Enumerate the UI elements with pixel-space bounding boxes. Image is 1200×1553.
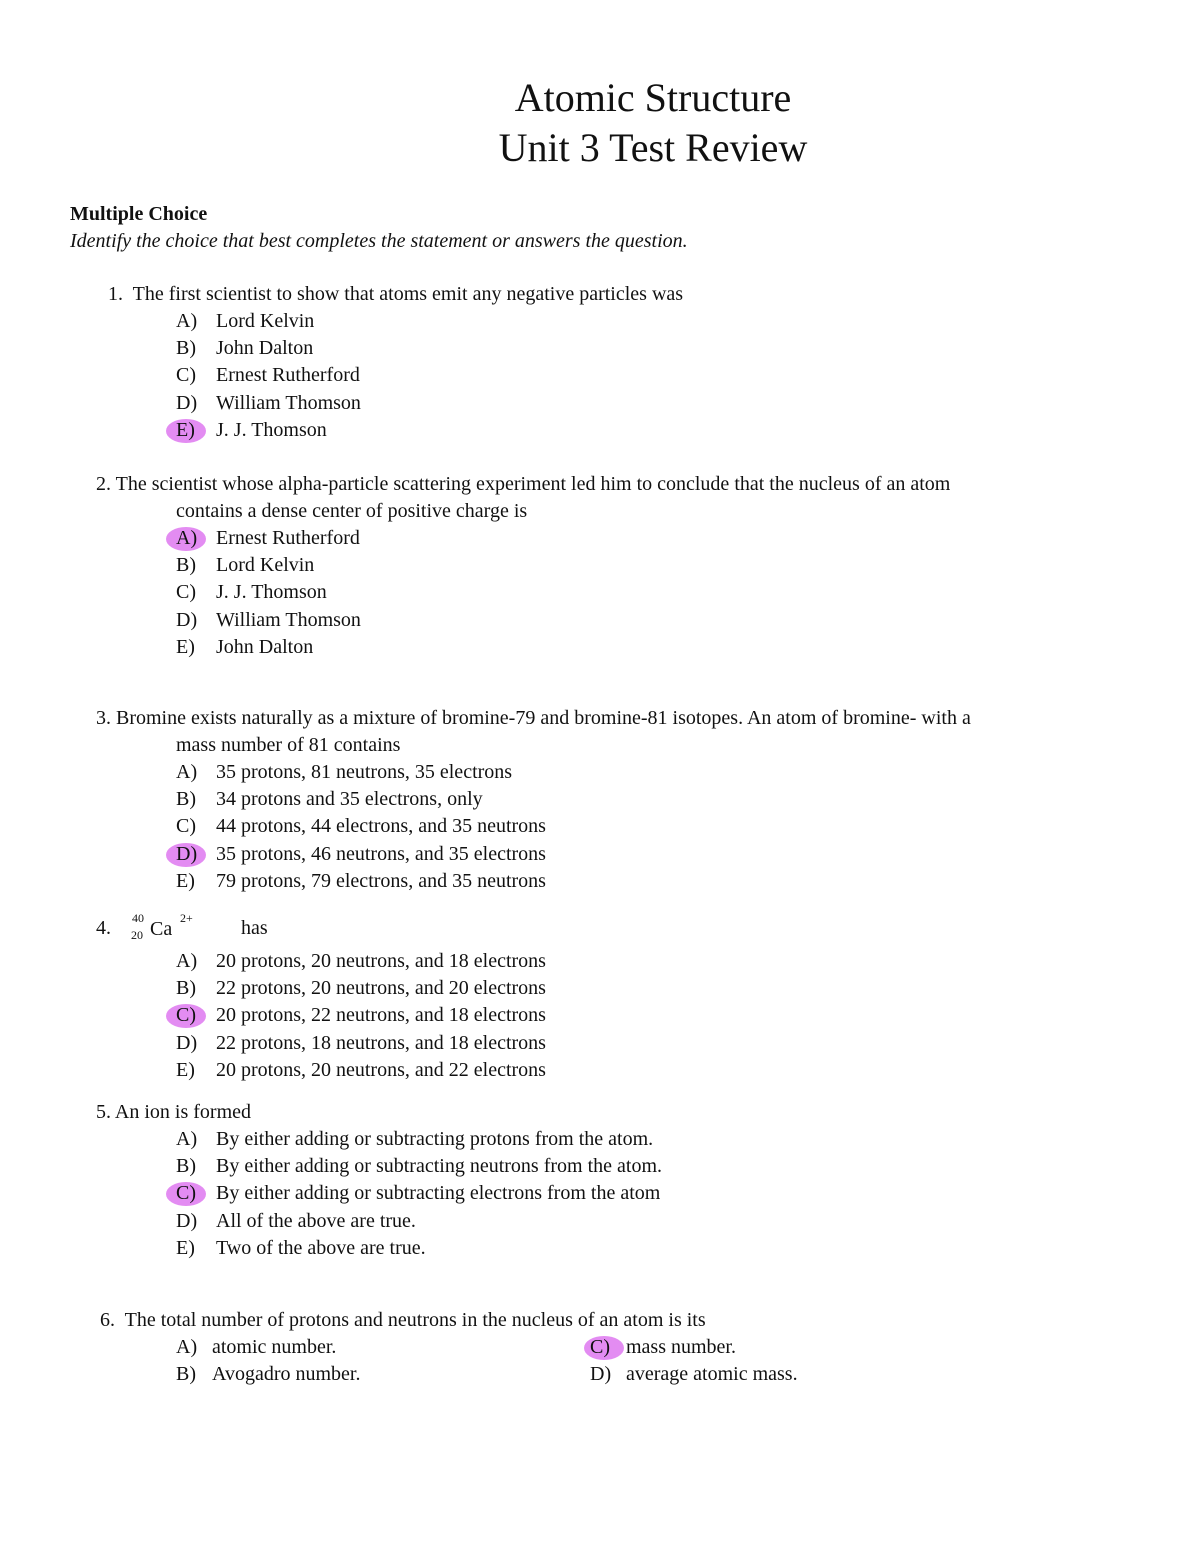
option-c[interactable] [590,1334,798,1361]
option-c[interactable] [176,579,361,606]
option-text: 79 protons, 79 electrons, and 35 neutrons [216,869,546,892]
option-letter: C) [176,1180,216,1207]
option-letter: A) [176,1336,198,1358]
element-symbol: Ca [150,918,173,940]
option-text: Lord Kelvin [216,554,315,577]
option-letter: A) [176,310,198,332]
option-e[interactable] [176,1235,662,1262]
option-e[interactable] [176,868,546,895]
question-5 [96,1099,251,1126]
ion-charge: 2+ [180,911,193,925]
option-letter: D) [176,1031,198,1054]
option-letter: D) [176,1209,198,1232]
option-c[interactable] [176,813,546,840]
option-text: 22 protons, 18 neutrons, and 18 electrons [216,1031,546,1054]
question-1-options [176,308,361,444]
option-b[interactable] [176,975,546,1002]
option-text: 22 protons, 20 neutrons, and 20 electrons [216,977,546,1000]
question-number: 2. [96,473,111,495]
question-number: 3. [96,707,111,729]
option-e[interactable] [176,417,361,444]
option-text: Lord Kelvin [216,310,315,332]
option-c[interactable] [176,1180,662,1207]
option-b[interactable] [176,1361,361,1388]
option-d[interactable] [590,1361,798,1388]
option-letter: D) [176,608,198,631]
option-text: William Thomson [216,391,361,414]
mass-number: 40 [132,911,144,925]
option-letter: D) [590,1363,612,1386]
question-stem-continued: contains a dense center of positive charge is [176,500,528,522]
question-stem: The total number of protons and neutrons in the nucleus of an atom is its [124,1309,706,1331]
option-b[interactable] [176,335,361,362]
question-stem: The scientist whose alpha-particle scattering experiment led him to conclude that the nucleus of an atom [115,473,951,495]
question-1 [108,281,683,308]
option-b[interactable] [176,1153,662,1180]
section-instructions: Identify the choice that best completes the statement or answers the question. [70,230,688,252]
option-text: J. J. Thomson [216,581,327,604]
question-2-options [176,525,361,661]
option-letter: E) [176,869,195,892]
question-4-number [96,915,111,942]
option-text: By either adding or subtracting protons from the atom. [216,1128,654,1150]
option-text: John Dalton [216,635,314,658]
option-letter: B) [176,1363,196,1386]
question-3 [96,705,971,756]
option-text: 20 protons, 22 neutrons, and 18 electrons [216,1004,546,1027]
option-letter: A) [176,761,198,783]
option-letter: A) [176,525,216,552]
option-letter: E) [176,635,195,658]
option-a[interactable] [176,525,361,552]
option-a[interactable] [176,308,361,335]
option-text: atomic number. [212,1336,337,1358]
option-letter: C) [176,581,196,604]
atomic-number: 20 [131,928,143,942]
option-b[interactable] [176,552,361,579]
option-text: 20 protons, 20 neutrons, and 18 electrons [216,950,546,972]
question-6-options-right [590,1334,798,1388]
question-stem: The first scientist to show that atoms emit any negative particles was [132,283,684,305]
question-5-options [176,1126,662,1262]
option-letter: D) [176,391,198,414]
option-letter: E) [176,1236,195,1259]
question-stem-continued: mass number of 81 contains [176,734,401,756]
question-stem: An ion is formed [114,1101,251,1123]
question-6-options-left [176,1334,361,1388]
option-text: By either adding or subtracting neutrons from the atom. [216,1155,663,1178]
option-e[interactable] [176,1057,546,1084]
option-text: average atomic mass. [626,1363,798,1386]
option-letter: A) [176,950,198,972]
option-d[interactable] [176,390,361,417]
option-a[interactable] [176,948,546,975]
question-stem: has [241,917,268,939]
option-letter: B) [176,788,196,811]
option-text: By either adding or subtracting electrons from the atom [216,1182,661,1205]
option-d[interactable] [176,1208,662,1235]
option-a[interactable] [176,1126,662,1153]
page-title: Atomic Structure [514,75,792,120]
option-letter: B) [176,1155,196,1178]
option-letter: A) [176,1128,198,1150]
question-number: 5. [96,1101,111,1123]
option-letter: E) [176,1058,195,1081]
option-c[interactable] [176,362,361,389]
option-letter: B) [176,337,196,360]
option-text: 35 protons, 46 neutrons, and 35 electrons [216,842,546,865]
option-d[interactable] [176,841,546,868]
question-4-stem [241,915,268,942]
question-4-options [176,948,546,1084]
option-letter: C) [176,1002,216,1029]
question-2 [96,471,951,522]
option-letter: B) [176,554,196,577]
question-number: 1. [108,283,123,305]
page-subtitle: Unit 3 Test Review [498,125,808,170]
option-c[interactable] [176,1002,546,1029]
option-d[interactable] [176,1030,546,1057]
question-6 [100,1307,706,1334]
option-text: 34 protons and 35 electrons, only [216,788,483,811]
option-text: 35 protons, 81 neutrons, 35 electrons [216,761,513,783]
option-letter: C) [176,364,196,387]
option-letter: C) [176,815,196,838]
option-letter: C) [590,1334,626,1361]
option-text: Two of the above are true. [216,1236,426,1259]
question-number: 6. [100,1309,115,1331]
option-text: John Dalton [216,337,314,360]
section-heading: Multiple Choice [70,203,208,225]
option-text: 44 protons, 44 electrons, and 35 neutrons [216,815,546,838]
option-letter: E) [176,417,216,444]
question-number: 4. [96,917,111,939]
question-3-options [176,759,546,895]
option-text: William Thomson [216,608,361,631]
option-a[interactable] [176,1334,361,1361]
option-letter: D) [176,841,216,868]
option-text: Ernest Rutherford [216,364,360,387]
option-text: J. J. Thomson [216,418,327,441]
option-letter: B) [176,977,196,1000]
option-text: 20 protons, 20 neutrons, and 22 electrons [216,1058,546,1081]
isotope-notation [128,911,208,945]
question-stem: Bromine exists naturally as a mixture of bromine-79 and bromine-81 isotopes. An atom of bromine- with a [116,707,971,729]
option-text: Avogadro number. [212,1363,361,1386]
option-b[interactable] [176,786,546,813]
option-d[interactable] [176,607,361,634]
option-text: mass number. [626,1336,736,1358]
option-a[interactable] [176,759,546,786]
option-text: Ernest Rutherford [216,527,360,549]
option-text: All of the above are true. [216,1209,416,1232]
option-e[interactable] [176,634,361,661]
